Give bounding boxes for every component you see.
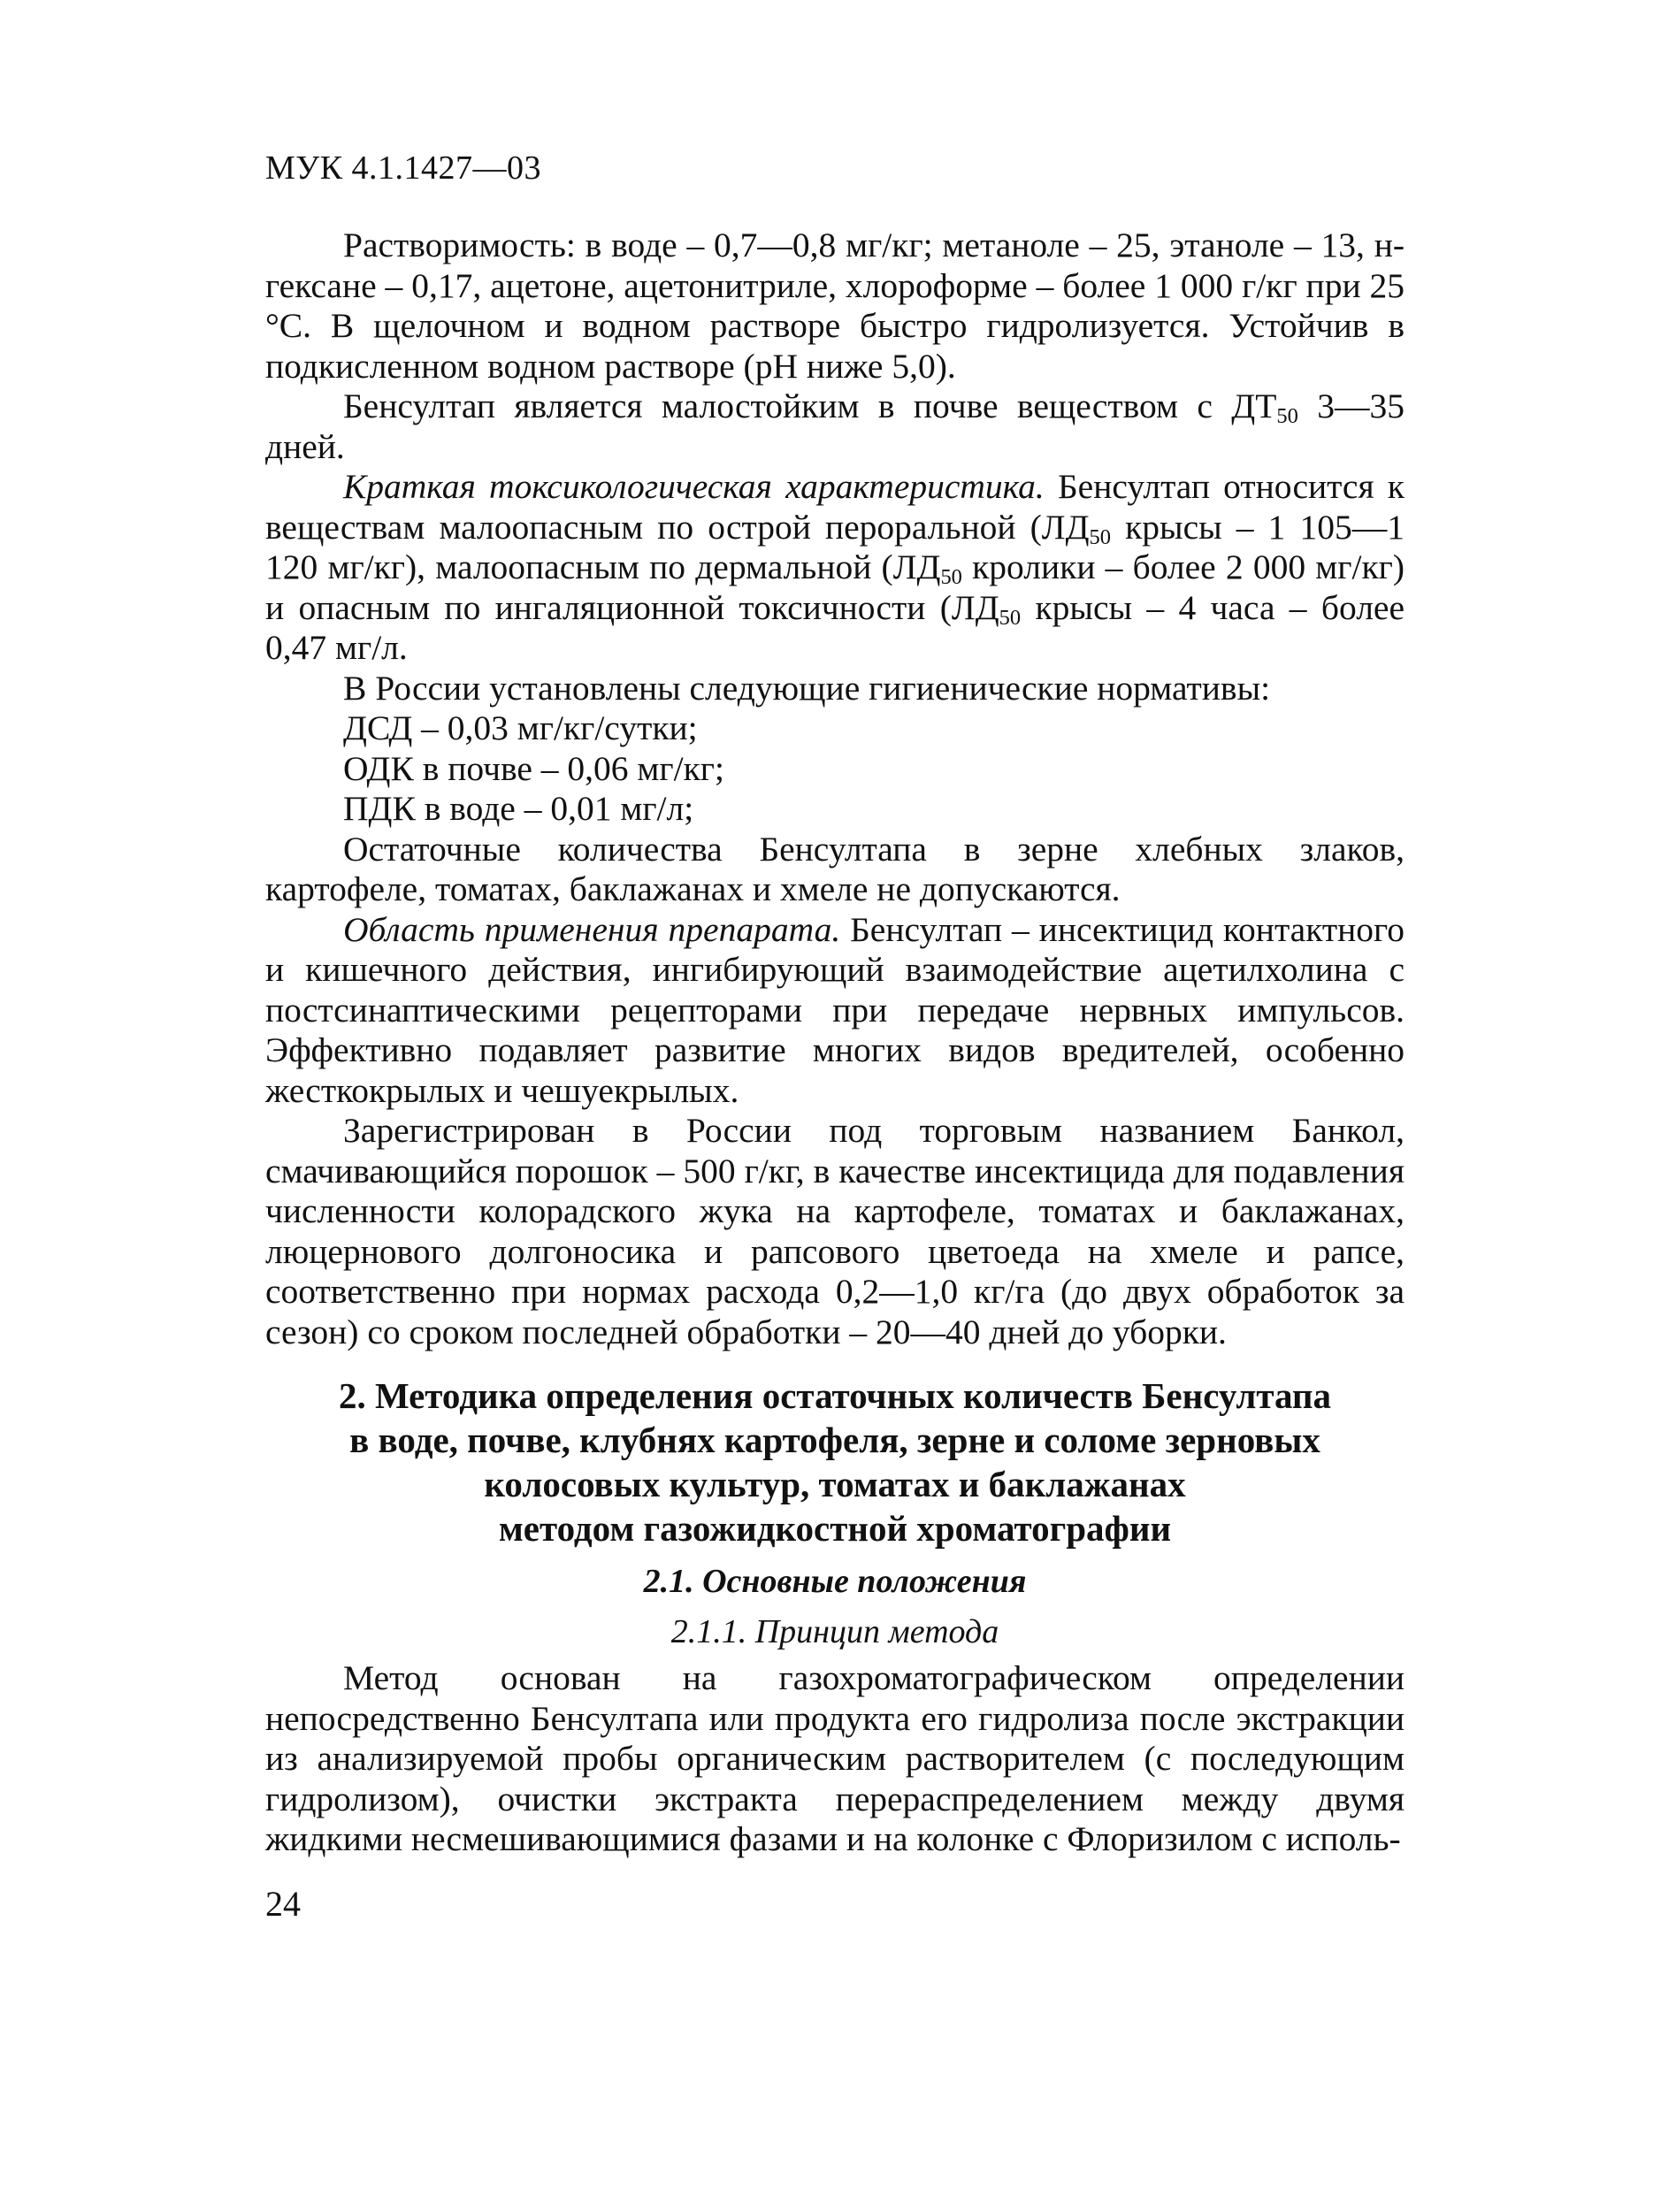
toxicology-paragraph (265, 467, 1405, 669)
section-2-heading (265, 1374, 1405, 1550)
tox-ld-subscript-2: 50 (940, 565, 962, 590)
section-2-heading-line-1: 2. Методика определения остаточных количеств Бенсултапа (338, 1375, 1332, 1416)
tox-text-4: крысы – 4 часа – более 0,47 мг/л. (265, 587, 1405, 667)
application-label: Область применения препарата. (343, 909, 841, 949)
residues-paragraph: Остаточные количества Бенсултапа в зерне хлебных злаков, картофеле, томатах, баклажанах и хмеле не допускаются. (265, 829, 1405, 908)
toxicology-label: Краткая токсикологическая характеристика. (343, 467, 1045, 506)
document-body (265, 226, 1405, 1860)
registration-paragraph: Зарегистрирован в России под торговым названием Банкол, смачивающийся порошок – 500 г/кг, в качестве инсектицида для подавления численности колорадского жука на картофеле, томатах и баклажанах, люцернового долгоносика и рапсового цветоеда на хмеле и рапсе, соответственно при нормах расхода 0,2—1,0 кг/га (до двух обработок за сезон) со сроком последней обработки – 20—40 дней до уборки. (265, 1111, 1405, 1351)
norm-odk: ОДК в почве – 0,06 мг/кг; (343, 748, 724, 788)
subsection-2-1-1-heading: 2.1.1. Принцип метода (670, 1613, 999, 1650)
norms-intro: В России установлены следующие гигиенические нормативы: (343, 668, 1271, 708)
soil-persistence-paragraph (265, 387, 1405, 467)
norm-dsd: ДСД – 0,03 мг/кг/сутки; (343, 708, 698, 747)
tox-text-3: кролики – более 2 000 мг/кг) и опасным по ингаляционной токсичности (ЛД (265, 547, 1405, 627)
section-2-heading-line-4: методом газожидкостной хроматографии (498, 1508, 1172, 1549)
page-number: 24 (265, 1884, 301, 1924)
tox-text-1: Бенсултап относится к веществам малоопасным по острой пероральной (ЛД (265, 467, 1405, 547)
section-2-heading-line-2: в воде, почве, клубнях картофеля, зерне и соломе зерновых (349, 1420, 1320, 1460)
document-code-header: МУК 4.1.1427—03 (265, 149, 542, 187)
section-2-heading-line-3: колосовых культур, томатах и баклажанах (484, 1464, 1186, 1504)
application-paragraph (265, 910, 1405, 1112)
tox-text-2: крысы – 1 105—1 120 мг/кг), малоопасным по дермальной (ЛД (265, 507, 1405, 586)
solubility-paragraph: Растворимость: в воде – 0,7—0,8 мг/кг; метаноле – 25, этаноле – 13, н-гексане – 0,17, ацетоне, ацетонитриле, хлороформе – более 1 000 г/кг при 25 °С. В щелочном и водном растворе быстро гидролизуется. Устойчив в подкисленном водном растворе (рН ниже 5,0). (265, 226, 1405, 386)
method-principle-paragraph: Метод основан на газохроматографическом определении непосредственно Бенсултапа или продукта его гидролиза после экстракции из анализируемой пробы органическим растворителем (с последующим гидролизом), очистки экстракта перераспределением между двумя жидкими несмешивающимися фазами и на колонке с Флоризилом с исполь- (265, 1658, 1405, 1858)
norm-pdk: ПДК в воде – 0,01 мг/л; (343, 789, 694, 828)
soil-dt-subscript: 50 (1276, 404, 1298, 429)
soil-text-before: Бенсултап является малостойким в почве веществом с ДТ (343, 387, 1277, 425)
tox-ld-subscript-3: 50 (999, 605, 1022, 630)
application-text: Бенсултап – инсектицид контактного и кишечного действия, ингибирующий взаимодействие ацетилхолина с постсинаптическими рецепторами при передаче нервных импульсов. Эффективно подавляет развитие многих видов вредителей, особенно жесткокрылых и чешуекрылых. (265, 909, 1405, 1110)
subsection-2-1-heading: 2.1. Основные положения (643, 1563, 1027, 1600)
soil-text-after: 3—35 дней. (265, 387, 1405, 466)
tox-ld-subscript-1: 50 (1089, 524, 1112, 549)
